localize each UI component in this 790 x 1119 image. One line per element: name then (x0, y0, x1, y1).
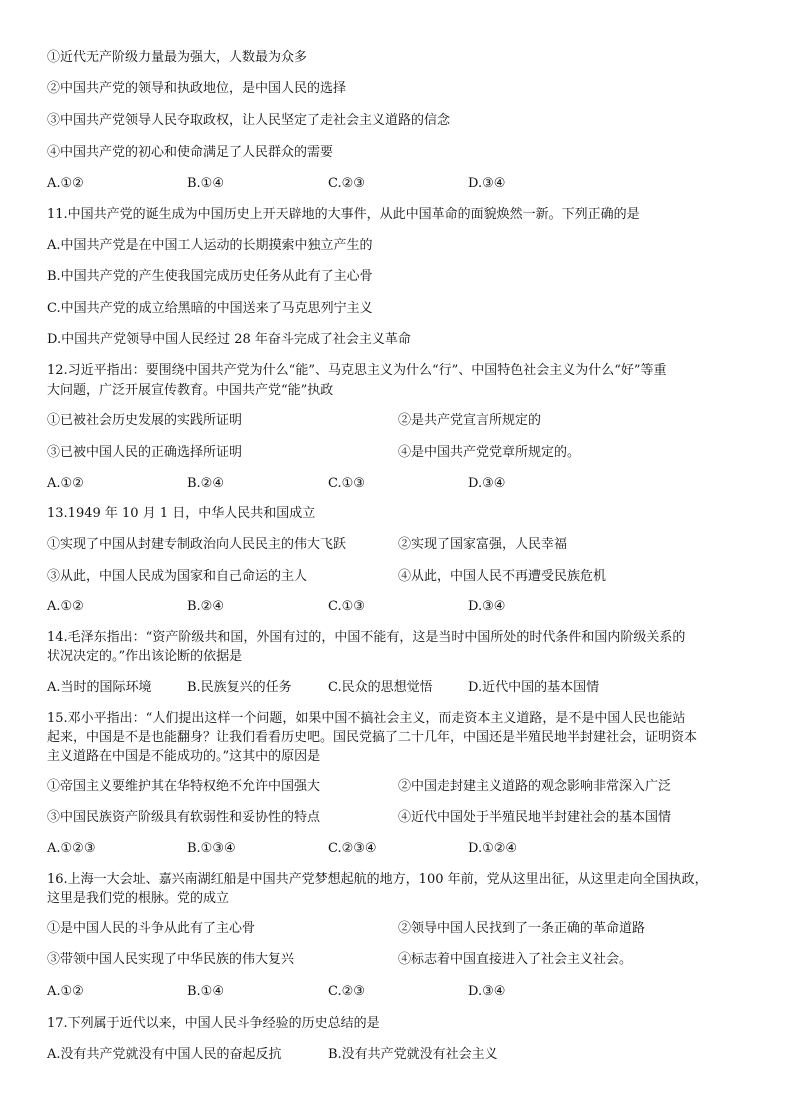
statement-2: ②中国共产党的领导和执政地位，是中国人民的选择 (47, 81, 347, 96)
question-16-statement-1: ①是中国人民的斗争从此有了主心骨 (47, 921, 256, 936)
question-14-stem-line-2: 状况决定的。”作出该论断的依据是 (47, 649, 243, 664)
question-11-option-c: C.中国共产党的成立给黑暗的中国送来了马克思列宁主义 (47, 301, 373, 316)
question-15-option-a: A.①②③ (47, 841, 96, 856)
question-12-statement-2: ②是共产党宣言所规定的 (398, 413, 542, 428)
question-13-statement-2: ②实现了国家富强，人民幸福 (398, 537, 568, 552)
question-14-option-a: A.当时的国际环境 (47, 680, 152, 695)
question-14-option-b: B.民族复兴的任务 (187, 680, 292, 695)
question-16-statement-2: ②领导中国人民找到了一条正确的革命道路 (398, 921, 646, 936)
option-a: A.①② (47, 176, 84, 191)
question-15-option-c: C.②③④ (328, 841, 377, 856)
question-11-option-a: A.中国共产党是在中国工人运动的长期摸索中独立产生的 (47, 238, 373, 253)
question-16-option-a: A.①② (47, 984, 84, 999)
question-16-statement-3: ③带领中国人民实现了中华民族的伟大复兴 (47, 952, 295, 967)
question-16-statement-4: ④标志着中国直接进入了社会主义社会。 (398, 952, 633, 967)
question-15-statement-4: ④近代中国处于半殖民地半封建社会的基本国情 (398, 810, 672, 825)
question-12-statement-1: ①已被社会历史发展的实践所证明 (47, 413, 243, 428)
question-11-stem: 11.中国共产党的诞生成为中国历史上开天辟地的大事件，从此中国革命的面貌焕然一新。下列正确的是 (47, 207, 640, 222)
question-15-option-d: D.①②④ (468, 841, 518, 856)
question-12-option-d: D.③④ (468, 476, 506, 491)
question-13-option-c: C.①③ (328, 599, 365, 614)
question-16-option-c: C.②③ (328, 984, 365, 999)
question-12-stem-line-1: 12.习近平指出：要围绕中国共产党为什么“能”、马克思主义为什么“行”、中国特色社会主义为什么“好”等重 (47, 363, 667, 378)
question-17-stem: 17.下列属于近代以来，中国人民斗争经验的历史总结的是 (47, 1016, 380, 1031)
question-12-statement-4: ④是中国共产党党章所规定的。 (398, 445, 581, 460)
question-11-option-b: B.中国共产党的产生使我国完成历史任务从此有了主心骨 (47, 269, 373, 284)
statement-1: ①近代无产阶级力量最为强大，人数最为众多 (47, 50, 308, 65)
question-14-option-d: D.近代中国的基本国情 (468, 680, 600, 695)
question-13-option-a: A.①② (47, 599, 84, 614)
question-12-option-a: A.①② (47, 476, 84, 491)
question-14-stem-line-1: 14.毛泽东指出：“资产阶级共和国，外国有过的，中国不能有，这是当时中国所处的时代条件和国内阶级关系的 (47, 630, 686, 645)
question-15-option-b: B.①③④ (187, 841, 236, 856)
statement-3: ③中国共产党领导人民夺取政权，让人民坚定了走社会主义道路的信念 (47, 113, 451, 128)
question-13-statement-4: ④从此，中国人民不再遭受民族危机 (398, 569, 607, 584)
question-12-stem-line-2: 大问题，广泛开展宣传教育。中国共产党“能”执政 (47, 383, 334, 398)
question-17-option-a: A.没有共产党就没有中国人民的奋起反抗 (47, 1047, 282, 1062)
question-16-stem-line-1: 16.上海一大会址、嘉兴南湖红船是中国共产党梦想起航的地方，100 年前，党从这里出征，从这里走向全国执政， (47, 872, 708, 887)
question-15-statement-2: ②中国走封建主义道路的观念影响非常深入广泛 (398, 779, 672, 794)
option-c: C.②③ (328, 176, 365, 191)
question-13-stem: 13.1949 年 10 月 1 日，中华人民共和国成立 (47, 506, 316, 521)
question-13-statement-1: ①实现了中国从封建专制政治向人民民主的伟大飞跃 (47, 537, 347, 552)
question-15-stem-line-3: 主义道路在中国是不能成功的。”这其中的原因是 (47, 749, 321, 764)
question-15-stem-line-2: 起来，中国是不是也能翻身？让我们看看历史吧。国民党搞了二十几年，中国还是半殖民地半封建社会，证明资本 (47, 730, 698, 745)
question-15-stem-line-1: 15.邓小平指出：“人们提出这样一个问题，如果中国不搞社会主义，而走资本主义道路，是不是中国人民也能站 (47, 711, 686, 726)
question-13-statement-3: ③从此，中国人民成为国家和自己命运的主人 (47, 569, 308, 584)
question-13-option-d: D.③④ (468, 599, 506, 614)
question-14-option-c: C.民众的思想觉悟 (328, 680, 433, 695)
question-16-stem-line-2: 这里是我们党的根脉。党的成立 (47, 891, 230, 906)
question-11-option-d: D.中国共产党领导中国人民经过 28 年奋斗完成了社会主义革命 (47, 332, 411, 347)
question-15-statement-3: ③中国民族资产阶级具有软弱性和妥协性的特点 (47, 810, 321, 825)
question-12-statement-3: ③已被中国人民的正确选择所证明 (47, 445, 243, 460)
statement-4: ④中国共产党的初心和使命满足了人民群众的需要 (47, 145, 334, 160)
option-d: D.③④ (468, 176, 506, 191)
option-b: B.①④ (187, 176, 224, 191)
question-12-option-b: B.②④ (187, 476, 224, 491)
question-16-option-d: D.③④ (468, 984, 506, 999)
question-17-option-b: B.没有共产党就没有社会主义 (328, 1047, 498, 1062)
question-15-statement-1: ①帝国主义要维护其在华特权绝不允许中国强大 (47, 779, 321, 794)
question-13-option-b: B.②④ (187, 599, 224, 614)
question-16-option-b: B.①④ (187, 984, 224, 999)
question-12-option-c: C.①③ (328, 476, 365, 491)
